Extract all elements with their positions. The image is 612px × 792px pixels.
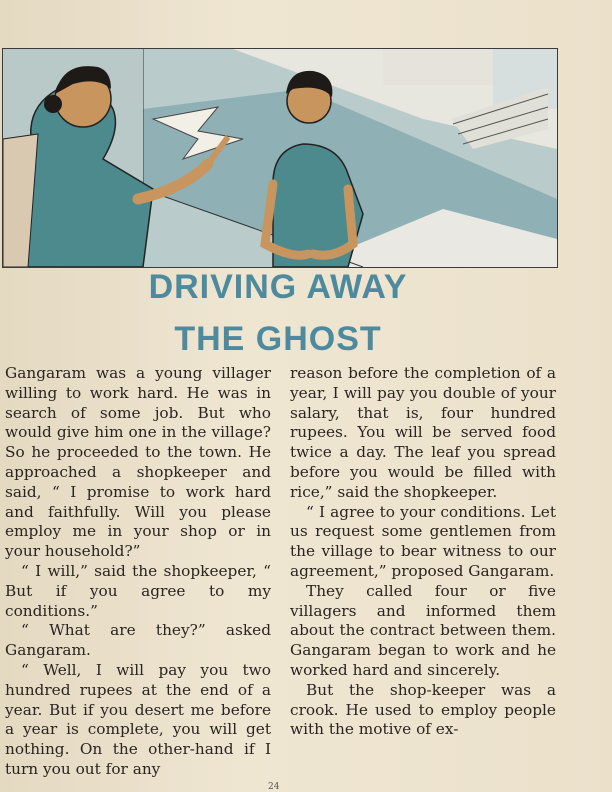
paragraph: “ I will,” said the shopkeeper, “ But if you agree to my conditions.” — [5, 561, 271, 620]
paragraph: But the shop-keeper was a crook. He used to employ people with the motive of ex- — [290, 680, 556, 739]
story-illustration — [2, 48, 558, 268]
page-number: 24 — [268, 782, 280, 792]
paragraph: “ Well, I will pay you two hundred rupees at the end of a year. But if you desert me before a year is complete, you will get nothing. On the other-hand if I turn you out for any — [5, 660, 271, 778]
story-title-line-2: THE GHOST — [174, 320, 382, 358]
text-column-right — [290, 364, 556, 740]
text-column-left — [5, 364, 271, 780]
paragraph: “ I agree to your conditions. Let us request some gentlemen from the village to bear witness to our agreement,” proposed Gangaram. — [290, 502, 556, 580]
story-title-line-1: DRIVING AWAY — [148, 268, 408, 306]
paragraph: “ What are they?” asked Gangaram. — [5, 621, 271, 660]
paragraph: Gangaram was a young villager willing to work hard. He was in search of some job. But who would give him one in the village? So he proceeded to the town. He approached a shopkeeper and said, “ I promise to work hard and faithfully. Will you please employ me in your shop or in your household?” — [5, 364, 271, 561]
paragraph: reason before the completion of a year, I will pay you double of your salary, that is, four hundred rupees. You will be served food twice a day. The leaf you spread before you would be filled with rice,” said the shopkeeper. — [290, 364, 556, 501]
paragraph: They called four or five villagers and informed them about the contract between them. Gangaram began to work and he worked hard and sincerely. — [290, 581, 556, 679]
